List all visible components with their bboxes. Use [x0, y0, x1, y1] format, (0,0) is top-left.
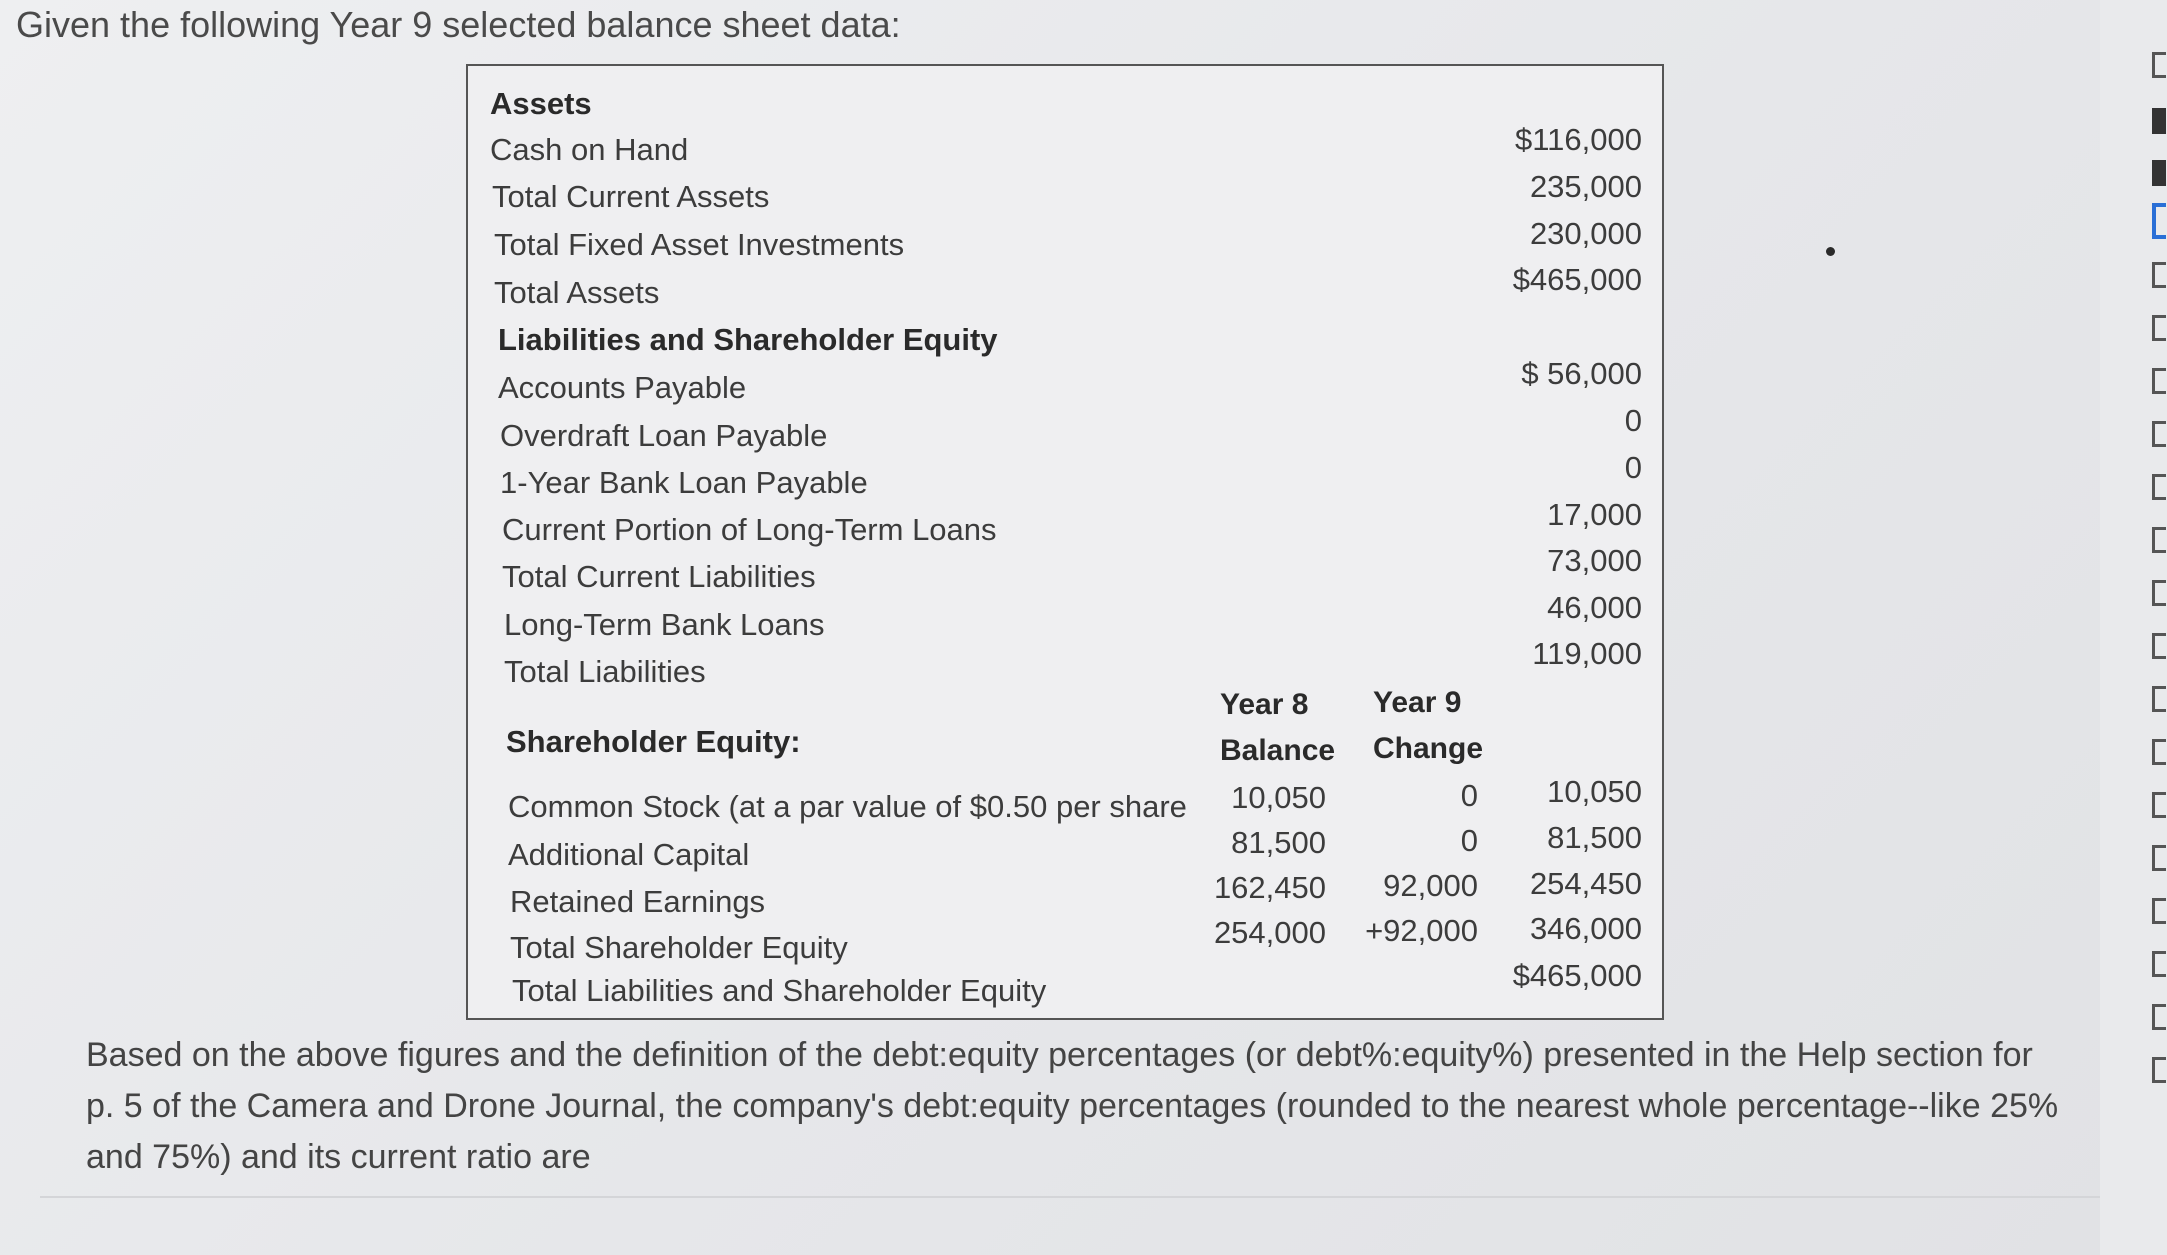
- question-nav-marker[interactable]: [2152, 739, 2166, 765]
- liability-value: 119,000: [1532, 636, 1642, 671]
- asset-label: Total Assets: [494, 275, 660, 310]
- stray-dot: [1826, 247, 1835, 256]
- asset-value: $465,000: [1512, 262, 1642, 297]
- prompt-line: Based on the above figures and the definition of the debt:equity percentages (or debt%:equity%) presented in the Help section for: [86, 1036, 2033, 1074]
- equity-label: Additional Capital: [508, 837, 750, 872]
- asset-label: Cash on Hand: [490, 132, 689, 167]
- question-prompt: [86, 1030, 2086, 1183]
- equity-label: Common Stock (at a par value of $0.50 per share: [508, 789, 1187, 824]
- equity-change-value: 92,000: [1383, 868, 1478, 903]
- question-nav-marker[interactable]: [2152, 1057, 2166, 1083]
- asset-label: Total Fixed Asset Investments: [494, 227, 905, 262]
- liability-value: 46,000: [1547, 590, 1642, 625]
- column-head-year8-sub: Balance: [1220, 734, 1336, 767]
- balance-sheet-table: [466, 64, 1664, 1020]
- liability-label: Overdraft Loan Payable: [500, 418, 828, 453]
- asset-value: 235,000: [1529, 169, 1642, 204]
- equity-value: $465,000: [1512, 958, 1642, 993]
- question-nav-marker[interactable]: [2152, 421, 2166, 447]
- question-nav-marker[interactable]: [2152, 580, 2166, 606]
- question-header: Given the following Year 9 selected balance sheet data:: [16, 4, 901, 45]
- equity-change-value: 0: [1460, 778, 1478, 813]
- equity-value: 81,500: [1547, 820, 1642, 855]
- equity-label: Retained Earnings: [510, 884, 766, 919]
- liability-value: 17,000: [1547, 497, 1642, 532]
- assets-heading: Assets: [490, 86, 592, 121]
- question-nav-marker[interactable]: [2152, 262, 2166, 288]
- liability-label: Total Current Liabilities: [502, 559, 816, 594]
- asset-value: $116,000: [1515, 122, 1642, 157]
- equity-value: 254,450: [1529, 866, 1642, 901]
- question-nav-marker[interactable]: [2152, 1004, 2166, 1030]
- asset-label: Total Current Assets: [492, 179, 770, 214]
- equity-year8-value: 254,000: [1213, 915, 1326, 950]
- question-nav-marker[interactable]: [2152, 315, 2166, 341]
- liability-label: Total Liabilities: [504, 654, 706, 689]
- column-head-year8: Year 8: [1220, 688, 1309, 721]
- column-head-year9-sub: Change: [1373, 732, 1484, 765]
- equity-change-value: +92,000: [1365, 913, 1478, 948]
- equity-value: 346,000: [1529, 911, 1642, 946]
- question-nav-marker-answered[interactable]: [2152, 160, 2166, 186]
- liability-value: 0: [1624, 403, 1642, 438]
- liability-value: 0: [1624, 450, 1642, 485]
- column-head-year9: Year 9: [1373, 686, 1462, 719]
- question-nav-marker[interactable]: [2152, 845, 2166, 871]
- question-nav-marker[interactable]: [2152, 898, 2166, 924]
- equity-heading: Shareholder Equity:: [506, 724, 801, 759]
- question-nav-marker[interactable]: [2152, 633, 2166, 659]
- equity-label: Total Shareholder Equity: [510, 930, 848, 965]
- question-nav-marker[interactable]: [2152, 686, 2166, 712]
- liability-label: 1-Year Bank Loan Payable: [500, 465, 868, 500]
- liability-value: $ 56,000: [1521, 356, 1642, 391]
- equity-label: Total Liabilities and Shareholder Equity: [512, 973, 1047, 1008]
- asset-value: 230,000: [1529, 216, 1642, 251]
- liability-label: Accounts Payable: [498, 370, 747, 405]
- question-nav-marker[interactable]: [2152, 368, 2166, 394]
- prompt-line: and 75%) and its current ratio are: [86, 1138, 591, 1176]
- equity-change-value: 0: [1460, 823, 1478, 858]
- prompt-line: p. 5 of the Camera and Drone Journal, the company's debt:equity percentages (rounded to the nearest whole percentage--like 25%: [86, 1087, 2059, 1125]
- liabilities-heading: Liabilities and Shareholder Equity: [498, 322, 998, 357]
- equity-value: 10,050: [1547, 774, 1642, 809]
- question-nav-marker[interactable]: [2152, 474, 2166, 500]
- question-nav-marker[interactable]: [2152, 792, 2166, 818]
- question-nav-marker[interactable]: [2152, 951, 2166, 977]
- divider: [40, 1196, 2100, 1198]
- liability-value: 73,000: [1547, 543, 1642, 578]
- equity-year8-value: 81,500: [1231, 825, 1326, 860]
- question-nav-marker[interactable]: [2152, 52, 2166, 78]
- question-nav-marker-answered[interactable]: [2152, 108, 2166, 134]
- liability-label: Long-Term Bank Loans: [504, 607, 825, 642]
- question-nav-marker-current[interactable]: [2152, 203, 2166, 239]
- liability-label: Current Portion of Long-Term Loans: [502, 512, 997, 547]
- equity-year8-value: 162,450: [1213, 870, 1326, 905]
- equity-year8-value: 10,050: [1231, 780, 1326, 815]
- question-nav-marker[interactable]: [2152, 527, 2166, 553]
